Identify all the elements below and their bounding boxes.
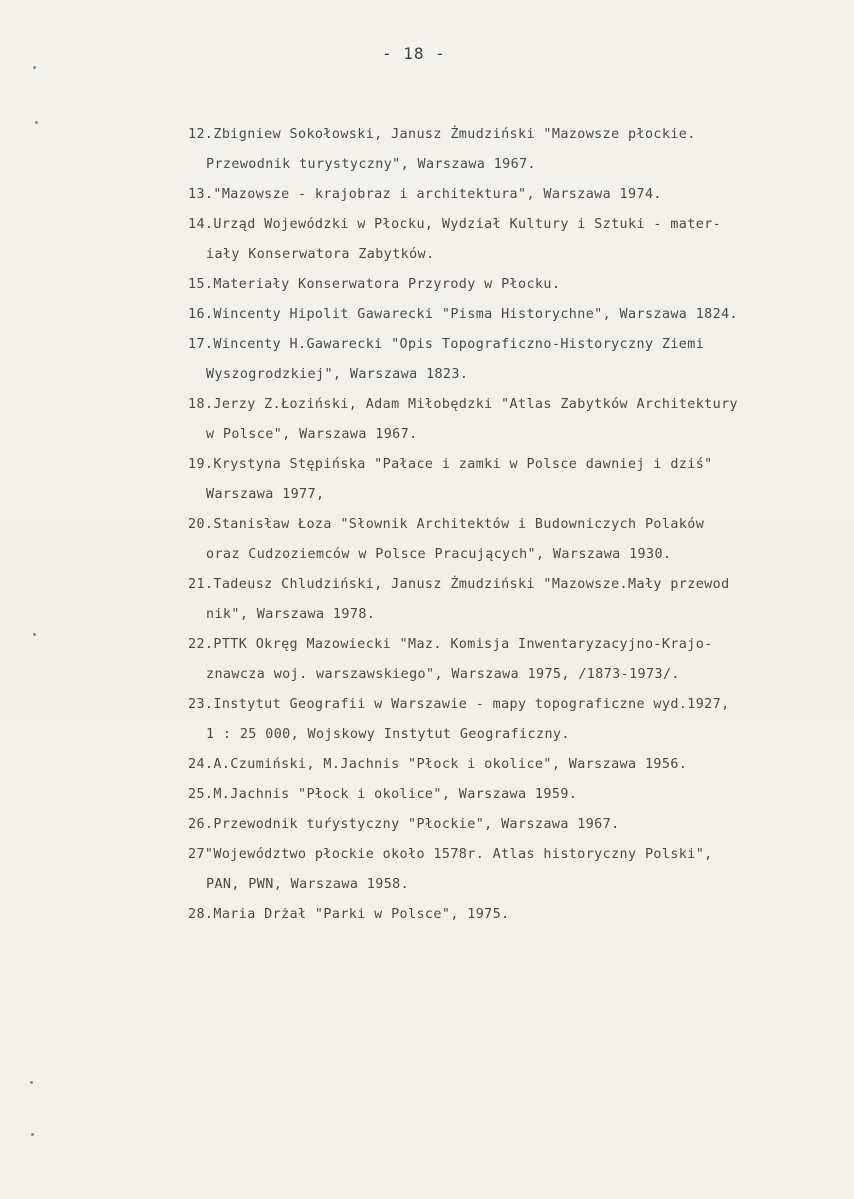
paper-speck [30,1081,33,1084]
bibliography-entry-20 [188,510,838,570]
entry-line: Przewodnik turystyczny", Warszawa 1967. [206,157,537,172]
entry-line: 13."Mazowsze - krajobraz i architektura", Warszawa 1974. [188,187,662,202]
entry-line: Wyszogrodzkiej", Warszawa 1823. [206,367,469,382]
entry-line: 26.Przewodnik tuŕystyczny "Płockie", Warszawa 1967. [188,817,620,832]
entry-line: w Polsce", Warszawa 1967. [206,427,418,442]
entry-line: iały Konserwatora Zabytków. [206,247,435,262]
bibliography-entry-28 [188,900,838,930]
bibliography-entry-21 [188,570,838,630]
bibliography-entry-24 [188,750,838,780]
paper-speck [33,66,36,69]
bibliography-entry-27 [188,840,838,900]
entry-line: PAN, PWN, Warszawa 1958. [206,877,410,892]
entry-line: 12.Zbigniew Sokołowski, Janusz Żmudziński "Mazowsze płockie. [188,127,696,142]
paper-speck [31,1133,34,1136]
entry-line: nik", Warszawa 1978. [206,607,376,622]
entry-line: 17.Wincenty H.Gawarecki "Opis Topograficzno-Historyczny Ziemi [188,337,705,352]
entry-line: 20.Stanisław Łoza "Słownik Architektów i Budowniczych Polaków [188,517,705,532]
entry-line: 19.Krystyna Stępińska "Pałace i zamki w Polsce dawniej i dziś" [188,457,713,472]
entry-line: 15.Materiały Konserwatora Przyrody w Płocku. [188,277,561,292]
entry-line: 23.Instytut Geografii w Warszawie - mapy topograficzne wyd.1927, [188,697,730,712]
bibliography-list [188,120,838,930]
bibliography-entry-13 [188,180,838,210]
bibliography-entry-26 [188,810,838,840]
bibliography-entry-17 [188,330,838,390]
entry-line: 18.Jerzy Z.Łoziński, Adam Miłobędzki "Atlas Zabytków Architektury [188,397,739,412]
bibliography-entry-12 [188,120,838,180]
page-number: - 18 - [382,44,446,63]
entry-line: Warszawa 1977, [206,487,325,502]
bibliography-entry-25 [188,780,838,810]
entry-line: 1 : 25 000, Wojskowy Instytut Geograficzny. [206,727,570,742]
entry-line: 21.Tadeusz Chludziński, Janusz Żmudziński "Mazowsze.Mały przewod [188,577,730,592]
bibliography-entry-22 [188,630,838,690]
entry-line: 22.PTTK Okręg Mazowiecki "Maz. Komisja Inwentaryzacyjno-Krajo- [188,637,713,652]
bibliography-entry-23 [188,690,838,750]
bibliography-entry-16 [188,300,838,330]
bibliography-entry-15 [188,270,838,300]
entry-line: 28.Maria Drżał "Parki w Polsce", 1975. [188,907,510,922]
entry-line: 14.Urząd Wojewódzki w Płocku, Wydział Kultury i Sztuki - mater- [188,217,722,232]
entry-line: 16.Wincenty Hipolit Gawarecki "Pisma Historychne", Warszawa 1824. [188,307,739,322]
entry-line: 24.A.Czumiński, M.Jachnis "Płock i okolice", Warszawa 1956. [188,757,688,772]
entry-line: 25.M.Jachnis "Płock i okolice", Warszawa 1959. [188,787,578,802]
bibliography-entry-14 [188,210,838,270]
paper-speck [35,121,38,124]
paper-speck [33,633,36,636]
entry-line: znawcza woj. warszawskiego", Warszawa 1975, /1873-1973/. [206,667,680,682]
entry-line: oraz Cudzoziemców w Polsce Pracujących", Warszawa 1930. [206,547,672,562]
entry-line: 27"Województwo płockie około 1578r. Atlas historyczny Polski", [188,847,713,862]
bibliography-entry-19 [188,450,838,510]
bibliography-entry-18 [188,390,838,450]
